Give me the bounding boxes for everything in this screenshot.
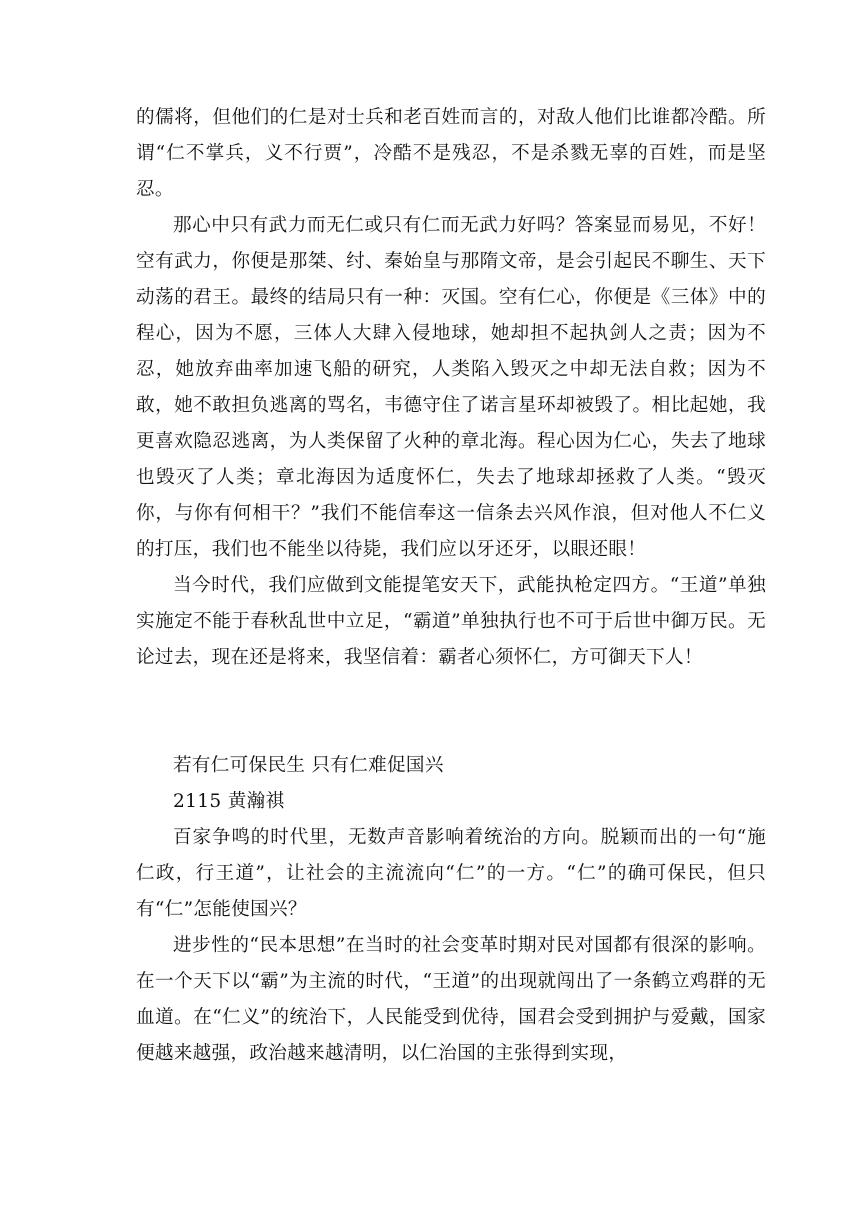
section-gap xyxy=(136,676,766,748)
essay2-paragraph-1: 百家争鸣的时代里，无数声音影响着统治的方向。脱颖而出的一句“施仁政，行王道”，让社会的主流流向“仁”的一方。“仁”的确可保民，但只有“仁”怎能使国兴？ xyxy=(136,827,766,920)
essay1-paragraph-3: 当今时代，我们应做到文能提笔安天下，武能执枪定四方。“王道”单独实施定不能于春秋乱世中立足，“霸道”单独执行也不可于后世中御万民。无论过去，现在还是将来，我坚信着：霸者心须怀仁，方可御天下人！ xyxy=(136,575,766,668)
essay1-paragraph-2: 那心中只有武力而无仁或只有仁而无武力好吗？答案显而易见，不好！空有武力，你便是那桀、纣、秦始皇与那隋文帝，是会引起民不聊生、天下动荡的君王。最终的结局只有一种：灭国。空有仁心，你便是《三体》中的程心，因为不愿，三体人大肆入侵地球，她却担不起执剑人之责；因为不忍，她放弃曲率加速飞船的研究，人类陷入毁灭之中却无法自救；因为不敢，她不敢担负逃离的骂名，韦德守住了诺言星环却被毁了。相比起她，我更喜欢隐忍逃离，为人类保留了火种的章北海。程心因为仁心，失去了地球也毁灭了人类；章北海因为适度怀仁，失去了地球却拯救了人类。“毁灭你，与你有何相干？”我们不能信奉这一信条去兴风作浪，但对他人不仁义的打压，我们也不能坐以待毙，我们应以牙还牙，以眼还眼！ xyxy=(136,215,766,560)
essay1-paragraph-1: 的儒将，但他们的仁是对士兵和老百姓而言的，对敌人他们比谁都冷酷。所谓“仁不掌兵，义不行贾”，冷酷不是残忍，不是杀戮无辜的百姓，而是坚忍。 xyxy=(136,107,766,200)
document-page xyxy=(136,100,766,1200)
essay2-paragraph-2: 进步性的“民本思想”在当时的社会变革时期对民对国都有很深的影响。在一个天下以“霸”为主流的时代，“王道”的出现就闯出了一条鹤立鸡群的无血道。在“仁义”的统治下，人民能受到优待，国君会受到拥护与爱戴，国家便越来越强，政治越来越清明，以仁治国的主张得到实现， xyxy=(136,935,766,1064)
essay2-author: 2115 黄瀚祺 xyxy=(173,791,285,812)
essay2-title: 若有仁可保民生 只有仁难促国兴 xyxy=(173,755,444,776)
